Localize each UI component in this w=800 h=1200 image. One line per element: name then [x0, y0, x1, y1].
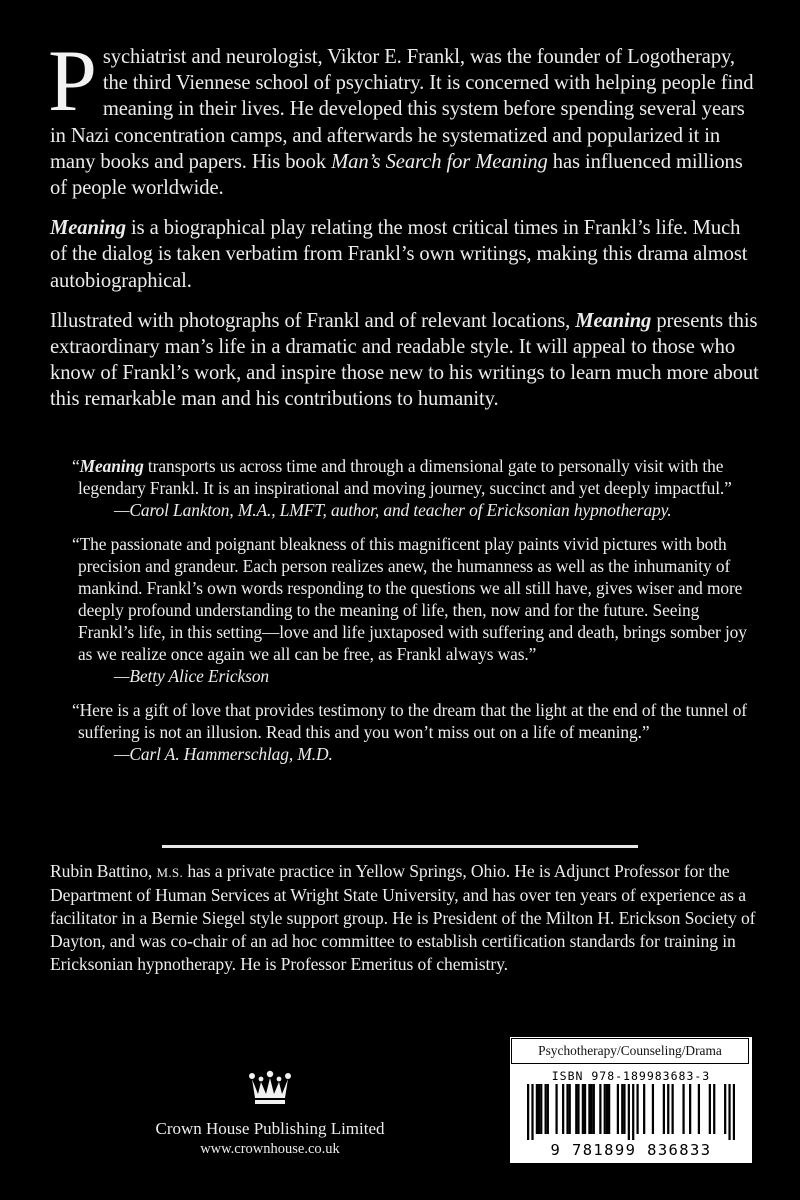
barcode-bar	[724, 1084, 726, 1134]
barcode-bar	[555, 1084, 557, 1134]
intro-paragraph-1	[48, 33, 760, 201]
intro-text: has influenced millions of people worldwide.	[50, 150, 743, 200]
barcode-bar	[584, 1084, 586, 1134]
barcode-bar	[536, 1084, 538, 1134]
play-title: Meaning	[50, 217, 126, 240]
bio-text: has a private practice in Yellow Springs, Ohio. He is Adjunct Professor for the Department of Human Services at Wright State University, and has over ten years of experience as a facilitator in a Bernie Siegel style support group. He is President of the Milton H. Erickson Society of Dayton, and was co-chair of an ad hoc committee to establish certification standards for training in Ericksonian hypnotherapy. He is Professor Emeritus of chemistry.	[50, 861, 756, 974]
barcode-bar	[527, 1084, 529, 1140]
barcode-bar	[672, 1084, 674, 1134]
endorsement-text: “Here is a gift of love that provides testimony to the dream that the light at the end of the tunnel of suffering is not an illusion. Read this and you won’t miss out on a life of meaning.”	[72, 700, 747, 742]
barcode-bar	[667, 1084, 669, 1134]
barcode-number: 9 781899 836833	[550, 1141, 712, 1159]
endorsement-text	[72, 455, 758, 499]
play-title: Meaning	[79, 456, 144, 476]
endorsement-attribution: —Carol Lankton, M.A., LMFT, author, and teacher of Ericksonian hypnotherapy.	[114, 500, 672, 520]
barcode-bar	[709, 1084, 711, 1134]
barcode-bar	[547, 1084, 549, 1134]
endorsement-attribution: —Betty Alice Erickson	[114, 666, 270, 686]
barcode-bar	[590, 1084, 592, 1134]
barcode-bars	[527, 1084, 735, 1140]
crown-icon	[248, 1070, 292, 1106]
endorsement-attribution: —Carl A. Hammerschlag, M.D.	[114, 744, 333, 764]
barcode-bar	[698, 1084, 700, 1134]
drop-cap: P	[48, 33, 97, 130]
endorsement-body: transports us across time and through a dimensional gate to personally visit with the legendary Frankl. It is an inspirational and moving journey, succinct and yet deeply impactful.”	[78, 456, 732, 498]
author-degree: M.S.	[156, 865, 184, 880]
play-title: Meaning	[575, 309, 652, 332]
barcode-bar	[608, 1084, 610, 1134]
barcode-bar	[566, 1084, 568, 1134]
barcode-bar	[604, 1084, 606, 1134]
barcode-bar	[562, 1084, 564, 1134]
intro-text: is a biographical play relating the most critical times in Frankl’s life. Much of the dialog is taken verbatim from Frankl’s own writings, making this drama almost autobiographical.	[50, 217, 748, 292]
subject-category: Psychotherapy/Counseling/Drama	[511, 1038, 749, 1064]
barcode-bar	[599, 1084, 601, 1134]
barcode-bar	[531, 1084, 533, 1140]
barcode-bar	[713, 1084, 715, 1134]
endorsements	[72, 455, 758, 777]
publisher-url: www.crownhouse.co.uk	[200, 1141, 340, 1157]
barcode-bar	[636, 1084, 638, 1134]
barcode-panel	[510, 1037, 752, 1163]
barcode-bar	[621, 1084, 623, 1134]
book-title: Man’s Search for Meaning	[331, 150, 548, 173]
endorsement	[72, 699, 758, 765]
barcode-bar	[682, 1084, 684, 1134]
barcode-bar	[575, 1084, 577, 1134]
intro-text: presents this extraordinary man’s life in a dramatic and readable style. It will appeal to those who know of Frankl’s work, and inspire those new to his writings to learn much more about this remarkable man and his contributions to humanity.	[50, 309, 759, 411]
barcode-bar	[538, 1084, 540, 1134]
intro-paragraph-3	[50, 308, 760, 413]
barcode-bar	[606, 1084, 608, 1134]
intro-text: Illustrated with photographs of Frankl and of relevant locations,	[50, 309, 576, 332]
barcode-bar	[577, 1084, 579, 1134]
barcode-bar	[643, 1084, 645, 1134]
barcode-bar	[617, 1084, 619, 1134]
intro-section	[48, 33, 760, 427]
quote-mark: “	[72, 456, 80, 476]
divider-rule	[162, 845, 638, 848]
endorsement	[72, 533, 758, 687]
barcode-bar	[582, 1084, 584, 1134]
barcode-bar	[733, 1084, 735, 1140]
barcode-bar	[545, 1084, 547, 1134]
intro-paragraph-2	[50, 215, 760, 294]
barcode-bar	[588, 1084, 590, 1134]
barcode-bar	[540, 1084, 542, 1134]
isbn-label: ISBN 978-189983683-3	[551, 1069, 711, 1083]
endorsement-text: “The passionate and poignant bleakness of this magnificent play paints vivid pictures with both precision and grandeur. Each person realizes anew, the humanness as well as the inhumanity of mankind. Frankl’s own words responding to the questions we all still have, gives wiser and more deeply profound understanding to the meaning of life, then, now and for the future. Seeing Frankl’s life, in this setting—love and life juxtaposed with suffering and death, brings somber joy as we realize once again we all can be free, as Frankl always was.”	[72, 534, 747, 664]
barcode-bar	[632, 1084, 634, 1140]
author-name: Rubin Battino,	[50, 861, 157, 881]
intro-text: sychiatrist and neurologist, Viktor E. Frankl, was the founder of Logotherapy, the third Viennese school of psychiatry. It is concerned with helping people find meaning in their lives. He developed this system before spending several years in Nazi concentration camps, and afterwards he systematized and popularized it in many books and papers. His book	[50, 46, 754, 173]
barcode-bar	[689, 1084, 691, 1134]
barcode-bar	[593, 1084, 595, 1134]
barcode-bar	[663, 1084, 665, 1134]
barcode-bar	[628, 1084, 630, 1140]
barcode-bar	[652, 1084, 654, 1134]
endorsement	[72, 455, 758, 521]
publisher-name: Crown House Publishing Limited	[155, 1119, 385, 1138]
publisher-block	[150, 1070, 390, 1160]
barcode-bar	[728, 1084, 730, 1140]
barcode-bar	[569, 1084, 571, 1134]
barcode-bar	[623, 1084, 625, 1134]
author-bio	[50, 860, 760, 976]
